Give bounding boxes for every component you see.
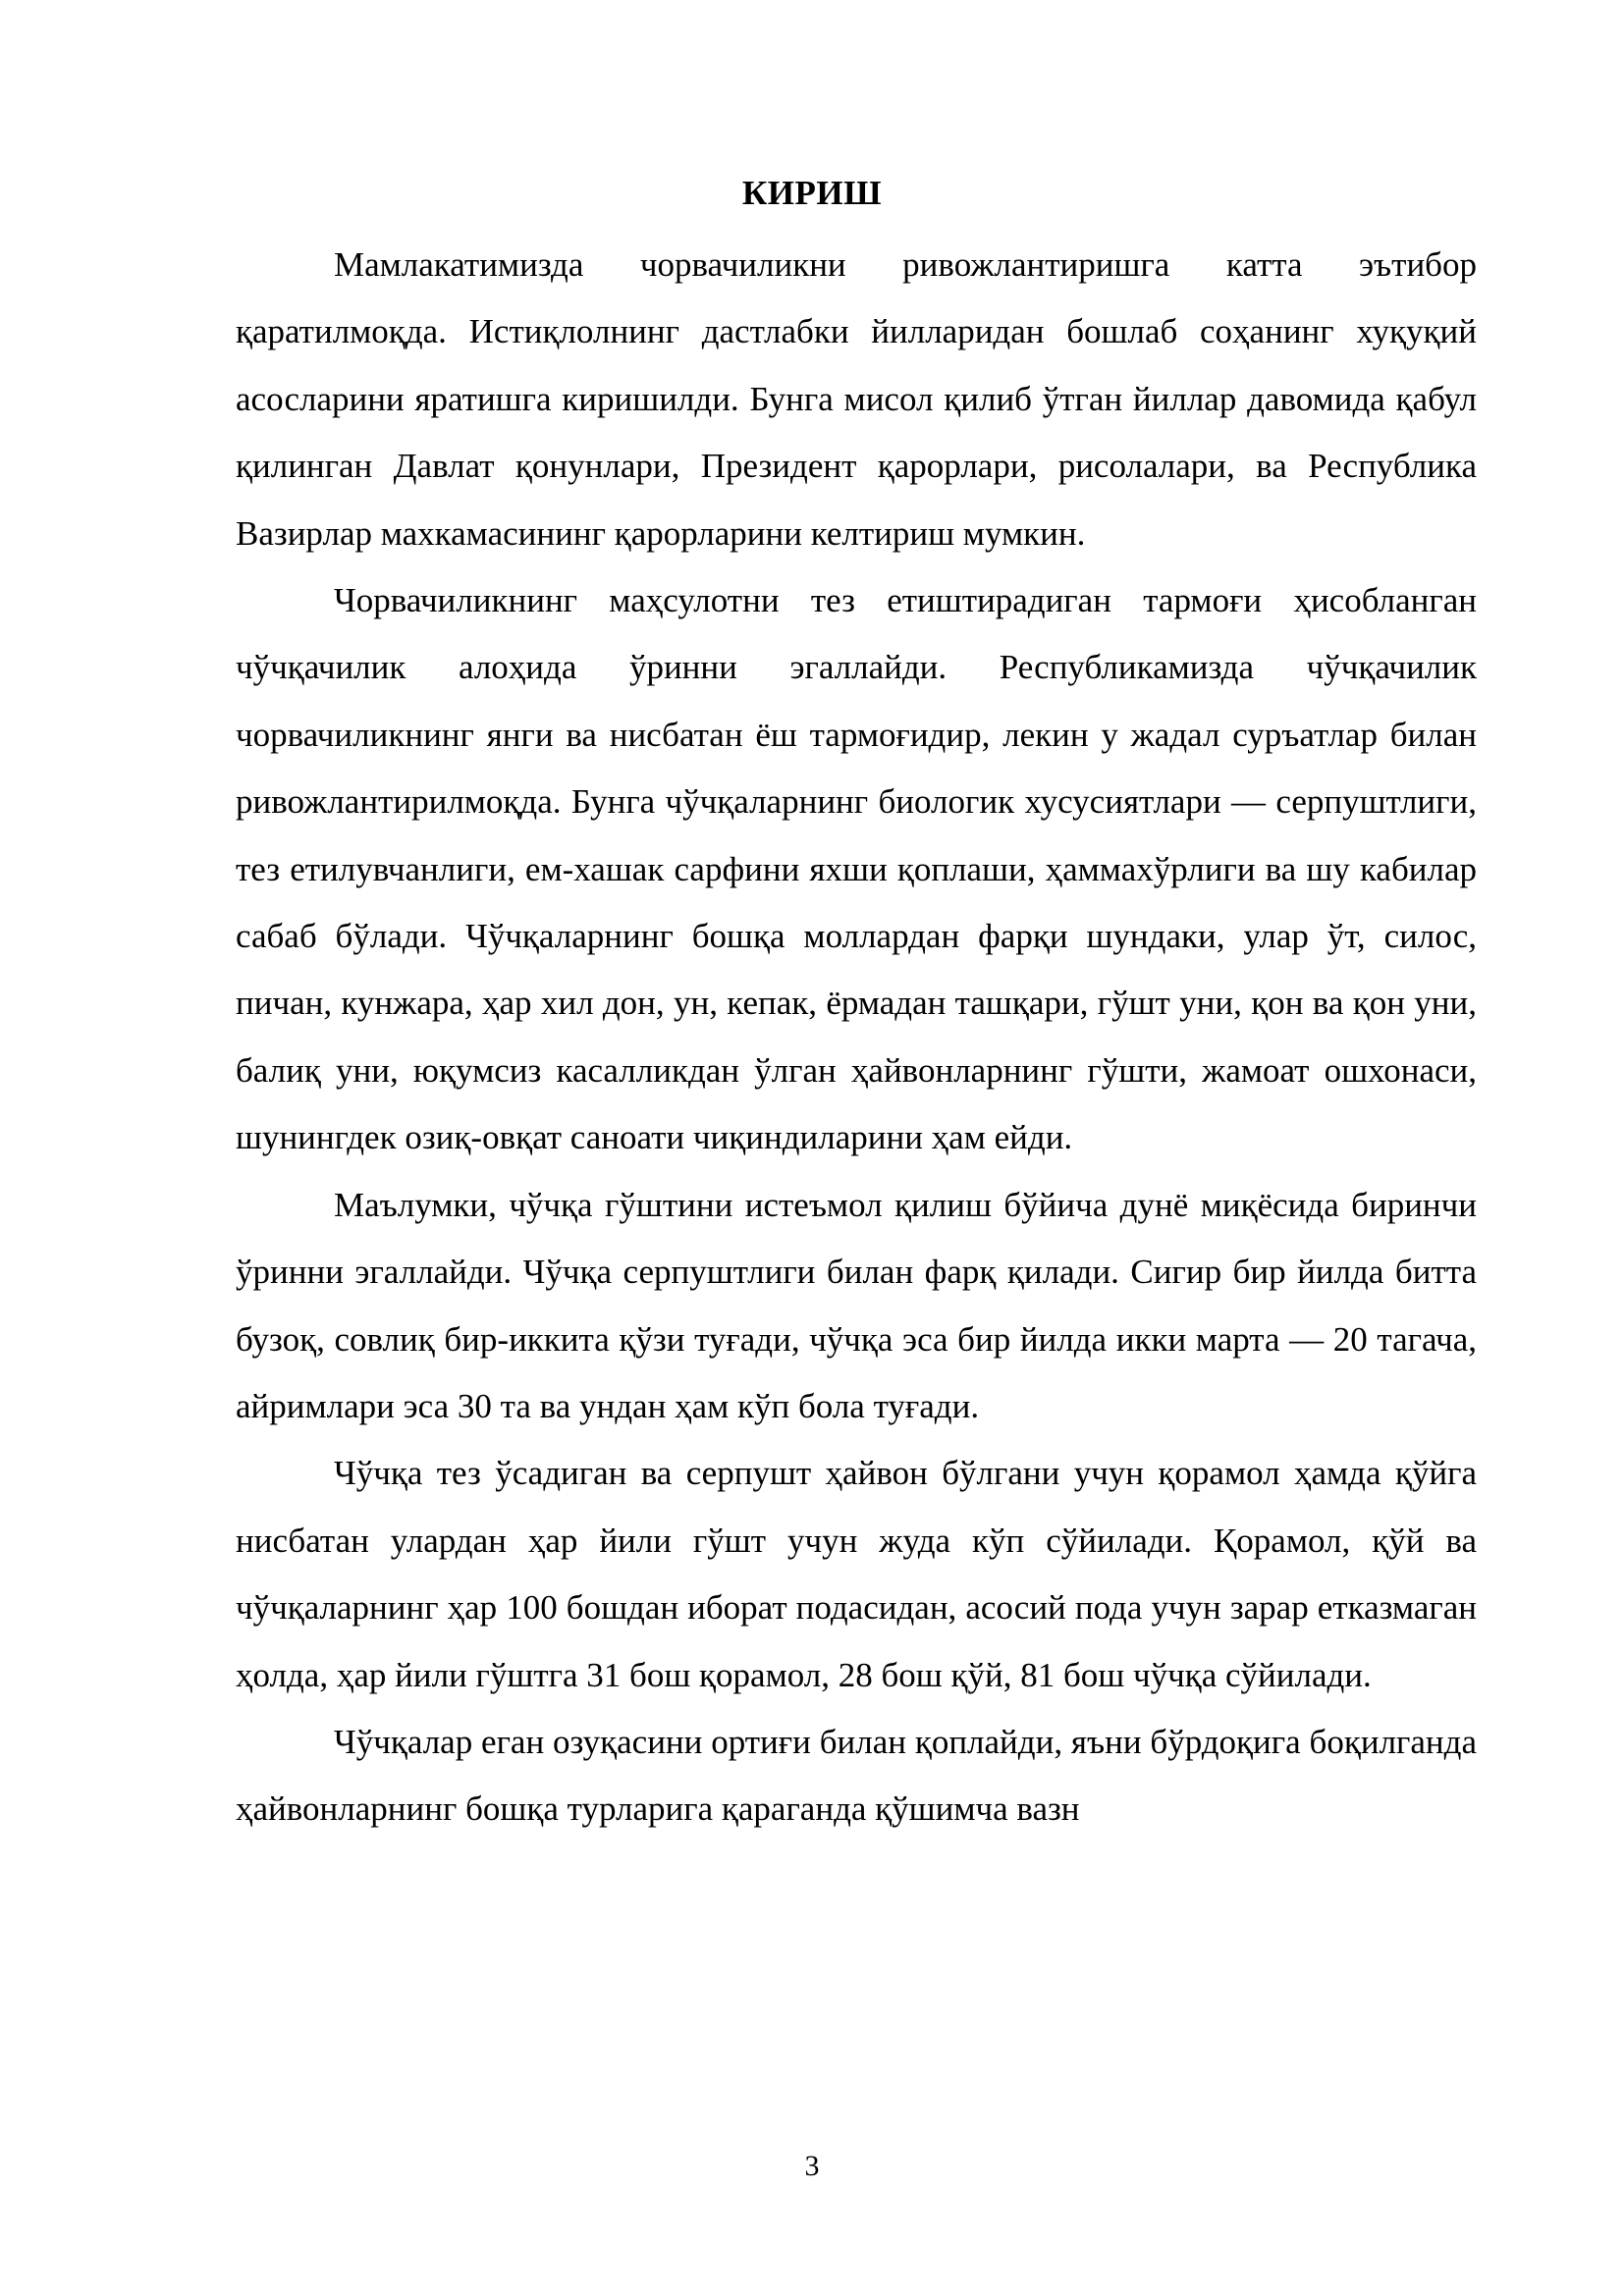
body-text — [236, 232, 1477, 1843]
page-number: 3 — [804, 2150, 820, 2182]
paragraph-1: Мамлакатимизда чорвачиликни ривожлантиришга катта эътибор қаратилмоқда. Истиқлолнинг дастлабки йилларидан бошлаб соҳанинг хуқуқий асосларини яратишга киришилди. Бунга мисол қилиб ўтган йиллар давомида қабул қилинган Давлат қонунлари, Президент қарорлари, рисолалари, ва Республика Вазирлар махкамасининг қарорларини келтириш мумкин. — [236, 245, 1477, 553]
page-title: КИРИШ — [741, 174, 883, 212]
paragraph-2: Чорвачиликнинг маҳсулотни тез етиштирадиган тармоғи ҳисобланган чўчқачилик алоҳида ўринни эгаллайди. Республикамизда чўчқачилик чорвачиликнинг янги ва нисбатан ёш тармоғидир, лекин у жадал суръатлар билан ривожлантирилмоқда. Бунга чўчқаларнинг биологик хусусиятлари — серпуштлиги, тез етилувчанлиги, ем-хашак сарфини яхши қоплаши, ҳаммахўрлиги ва шу кабилар сабаб бўлади. Чўчқаларнинг бошқа моллардан фарқи шундаки, улар ўт, силос, пичан, кунжара, ҳар хил дон, ун, кепак, ёрмадан ташқари, гўшт уни, қон ва қон уни, балиқ уни, юқумсиз касалликдан ўлган ҳайвонларнинг гўшти, жамоат ошхонаси, шунингдек озиқ-овқат саноати чиқиндиларини ҳам ейди. — [236, 581, 1477, 1157]
paragraph-5: Чўчқалар еган озуқасини ортиғи билан қоплайди, яъни бўрдоқига боқилганда ҳайвонларнинг бошқа турларига қараганда қўшимча вазн — [236, 1722, 1477, 1829]
paragraph-3: Маълумки, чўчқа гўштини истеъмол қилиш бўйича дунё миқёсида биринчи ўринни эгаллайди. Чўчқа серпуштлиги билан фарқ қилади. Сигир бир йилда битта бузоқ, совлиқ бир-иккита қўзи туғади, чўчқа эса бир йилда икки марта — 20 тагача, айримлари эса 30 та ва ундан ҳам кўп бола туғади. — [236, 1185, 1477, 1425]
paragraph-4: Чўчқа тез ўсадиган ва серпушт ҳайвон бўлгани учун қорамол ҳамда қўйга нисбатан улардан ҳар йили гўшт учун жуда кўп сўйилади. Қорамол, қўй ва чўчқаларнинг ҳар 100 бошдан иборат подасидан, асосий пода учун зарар етказмаган ҳолда, ҳар йили гўштга 31 бош қорамол, 28 бош қўй, 81 бош чўчқа сўйилади. — [236, 1454, 1477, 1694]
